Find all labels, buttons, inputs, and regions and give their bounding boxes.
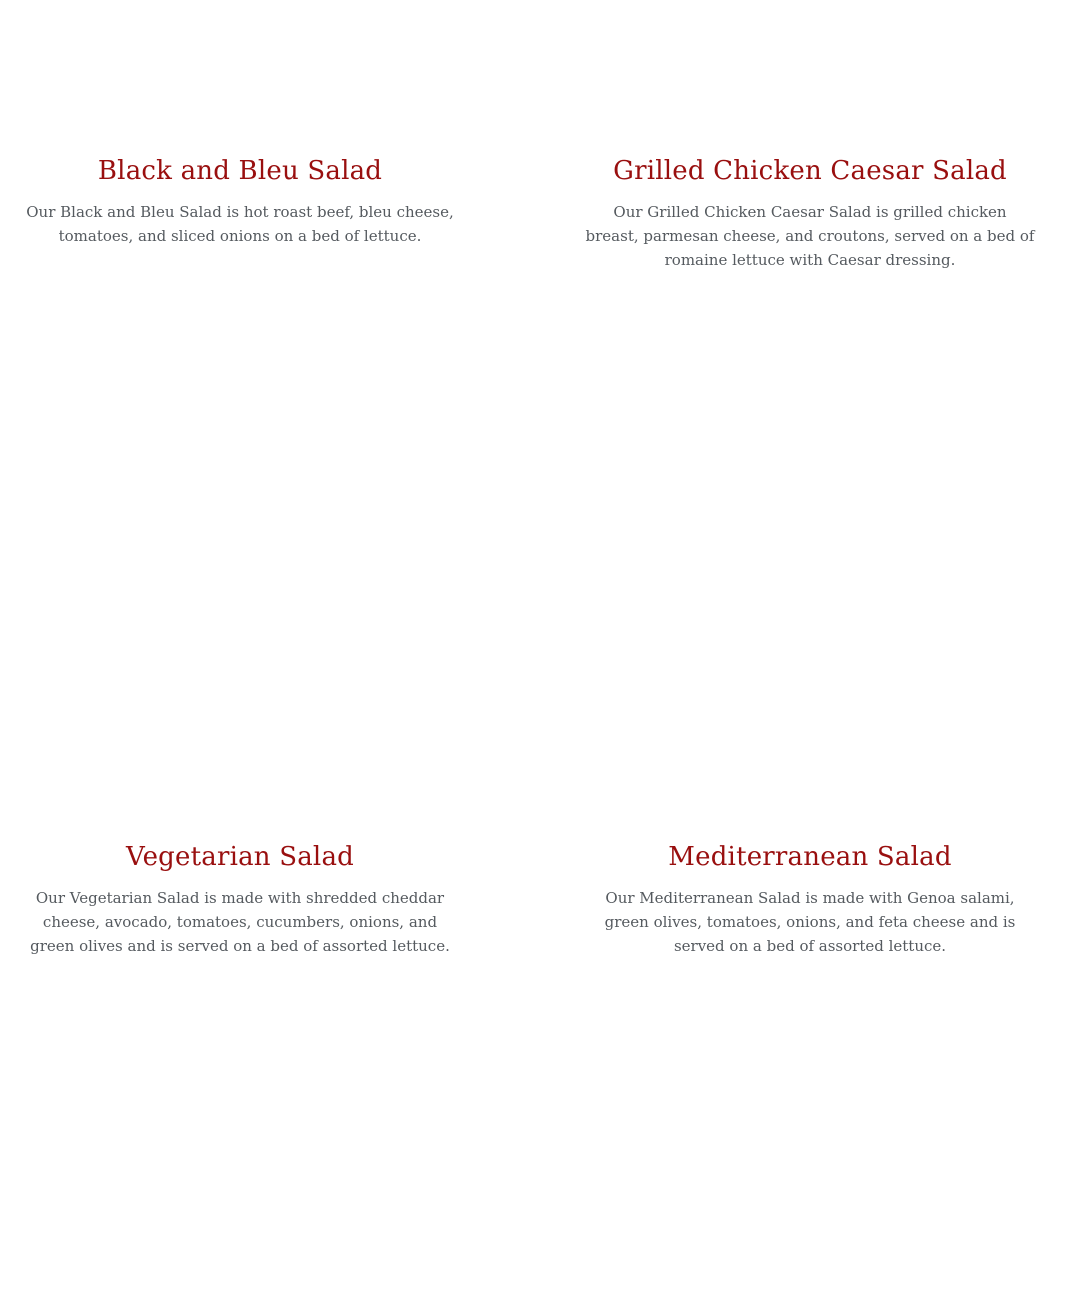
menu-item-title: Black and Bleu Salad [97, 156, 383, 186]
menu-item-vegetarian-salad [25, 840, 455, 958]
menu-item-description: Our Vegetarian Salad is made with shredded cheddar cheese, avocado, tomatoes, cucumbers, onions, and green olives and is served on a bed of assorted lettuce. [30, 889, 450, 955]
menu-item-title: Mediterranean Salad [668, 842, 952, 872]
menu-item-description: Our Grilled Chicken Caesar Salad is grilled chicken breast, parmesan cheese, and croutons, served on a bed of romaine lettuce with Caesar dressing. [585, 203, 1035, 269]
menu-item-black-and-bleu-salad [25, 154, 455, 248]
menu-item-description: Our Black and Bleu Salad is hot roast beef, bleu cheese, tomatoes, and sliced onions on a bed of lettuce. [26, 203, 454, 245]
menu-item-title: Vegetarian Salad [126, 842, 354, 872]
menu-item-grilled-chicken-caesar-salad [585, 154, 1035, 272]
menu-item-mediterranean-salad [585, 840, 1035, 958]
menu-item-description: Our Mediterranean Salad is made with Genoa salami, green olives, tomatoes, onions, and feta cheese and is served on a bed of assorted lettuce. [604, 889, 1016, 955]
menu-item-title: Grilled Chicken Caesar Salad [613, 156, 1007, 186]
